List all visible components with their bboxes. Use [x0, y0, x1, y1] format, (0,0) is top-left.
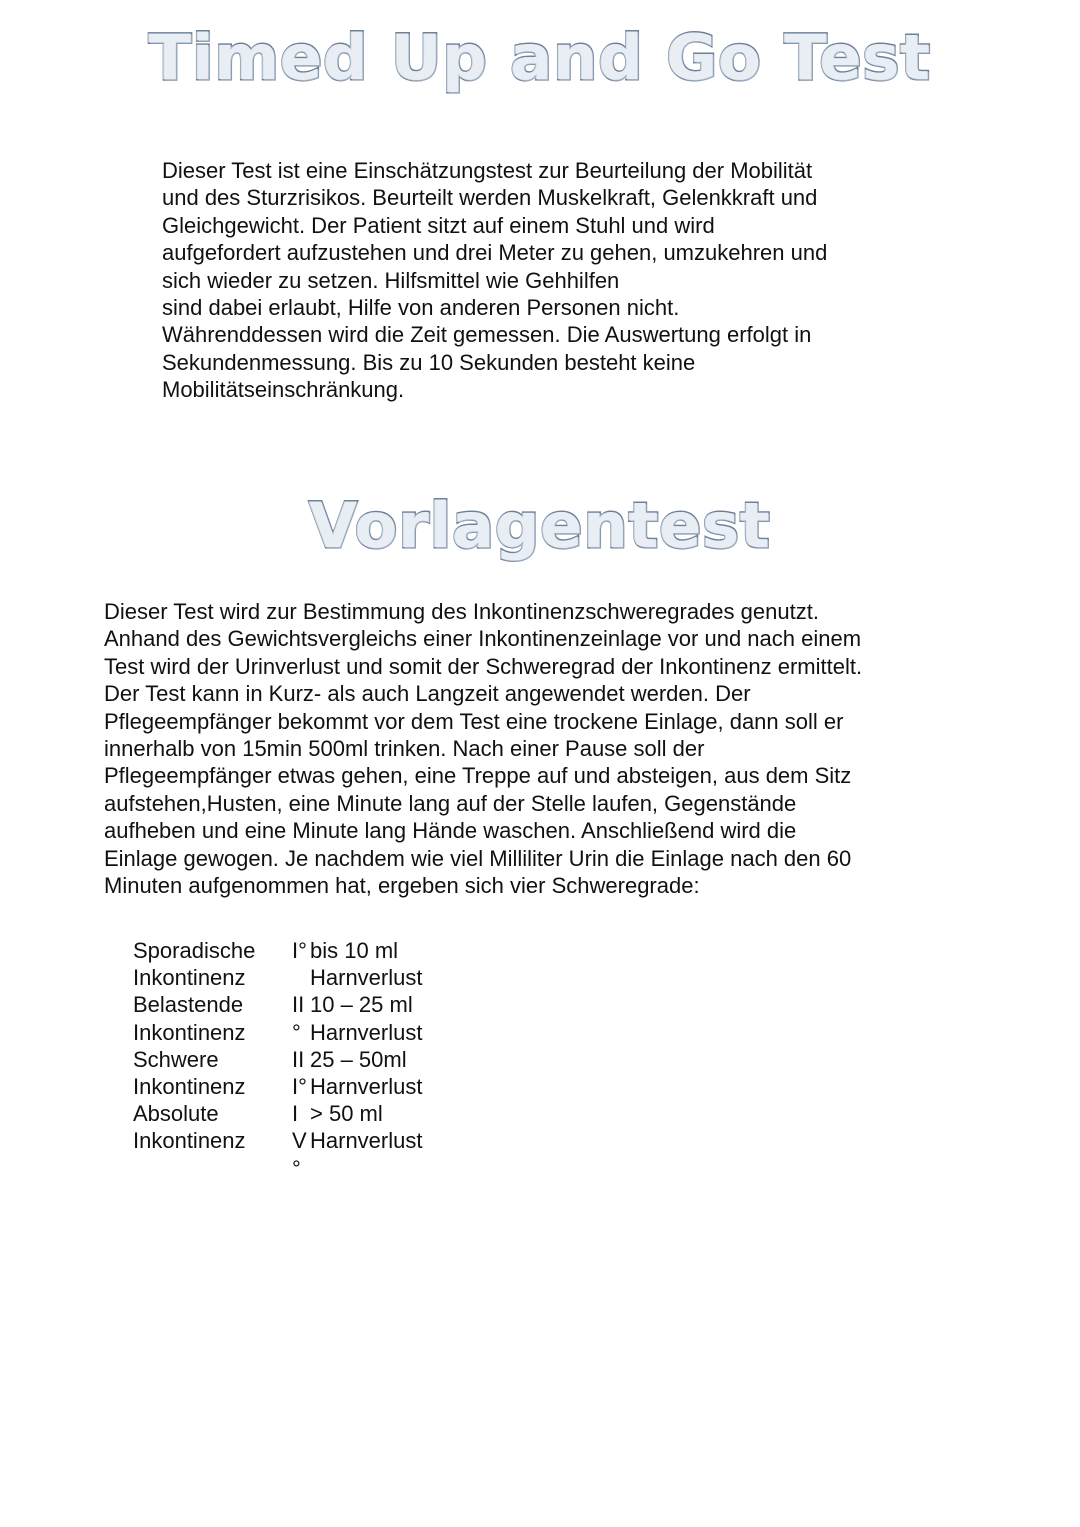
grade-degree: I° — [292, 938, 307, 963]
section-body-timed-up-and-go: Dieser Test ist eine Einschätzungstest zur Beurteilung der Mobilität und des Sturzrisikos. Beurteilt werden Muskelkraft, Gelenkkraft und Gleichgewicht. Der Patient sitzt auf einem Stuhl und wird aufgefordert aufzustehen und drei Meter zu gehen, umzukehren und sich wieder zu setzen. Hilfsmittel wie Gehhilfen sind dabei erlaubt, Hilfe von anderen Personen nicht. Währenddessen wird die Zeit gemessen. Die Auswertung erfolgt in Sekundenmessung. Bis zu 10 Sekunden besteht keine Mobilitätseinschränkung. — [162, 158, 828, 403]
grade-type: Schwere Inkontinenz — [133, 1046, 246, 1100]
grade-type: Sporadische Inkontinenz — [133, 938, 256, 991]
grade-type: Absolute Inkontinenz — [133, 1101, 246, 1154]
grade-degree: II I° — [292, 1046, 307, 1100]
grade-amount: > 50 ml Harnverlust — [310, 1101, 423, 1154]
section-title-vorlagentest: Vorlagentest — [309, 489, 771, 562]
grade-degree: II ° — [292, 992, 305, 1045]
grade-amount: 25 – 50ml Harnverlust — [310, 1046, 423, 1100]
grade-row-absolute — [133, 1100, 450, 1182]
grade-amount: bis 10 ml Harnverlust — [310, 938, 423, 991]
severity-grade-list — [133, 937, 450, 1182]
section-title-timed-up-and-go: Timed Up and Go Test — [148, 21, 932, 94]
grade-row-sporadic — [133, 937, 450, 991]
grade-amount: 10 – 25 ml Harnverlust — [310, 992, 423, 1045]
grade-row-stress — [133, 991, 450, 1045]
grade-row-severe — [133, 1046, 450, 1100]
grade-type: Belastende Inkontinenz — [133, 992, 246, 1045]
grade-degree: I V ° — [292, 1101, 307, 1181]
section-body-vorlagentest: Dieser Test wird zur Bestimmung des Inkontinenzschweregrades genutzt. Anhand des Gewichtsvergleichs einer Inkontinenzeinlage vor und nach einem Test wird der Urinverlust und somit der Schweregrad der Inkontinenz ermittelt. Der Test kann in Kurz- als auch Langzeit angewendet werden. Der Pflegeempfänger bekommt vor dem Test eine trockene Einlage, dann soll er innerhalb von 15min 500ml trinken. Nach einer Pause soll der Pflegeempfänger etwas gehen, eine Treppe auf und absteigen, aus dem Sitz aufstehen,Husten, eine Minute lang auf der Stelle laufen, Gegenstände aufheben und eine Minute lang Hände waschen. Anschließend wird die Einlage gewogen. Je nachdem wie viel Milliliter Urin die Einlage nach den 60 Minuten aufgenommen hat, ergeben sich vier Schweregrade: — [104, 599, 863, 899]
